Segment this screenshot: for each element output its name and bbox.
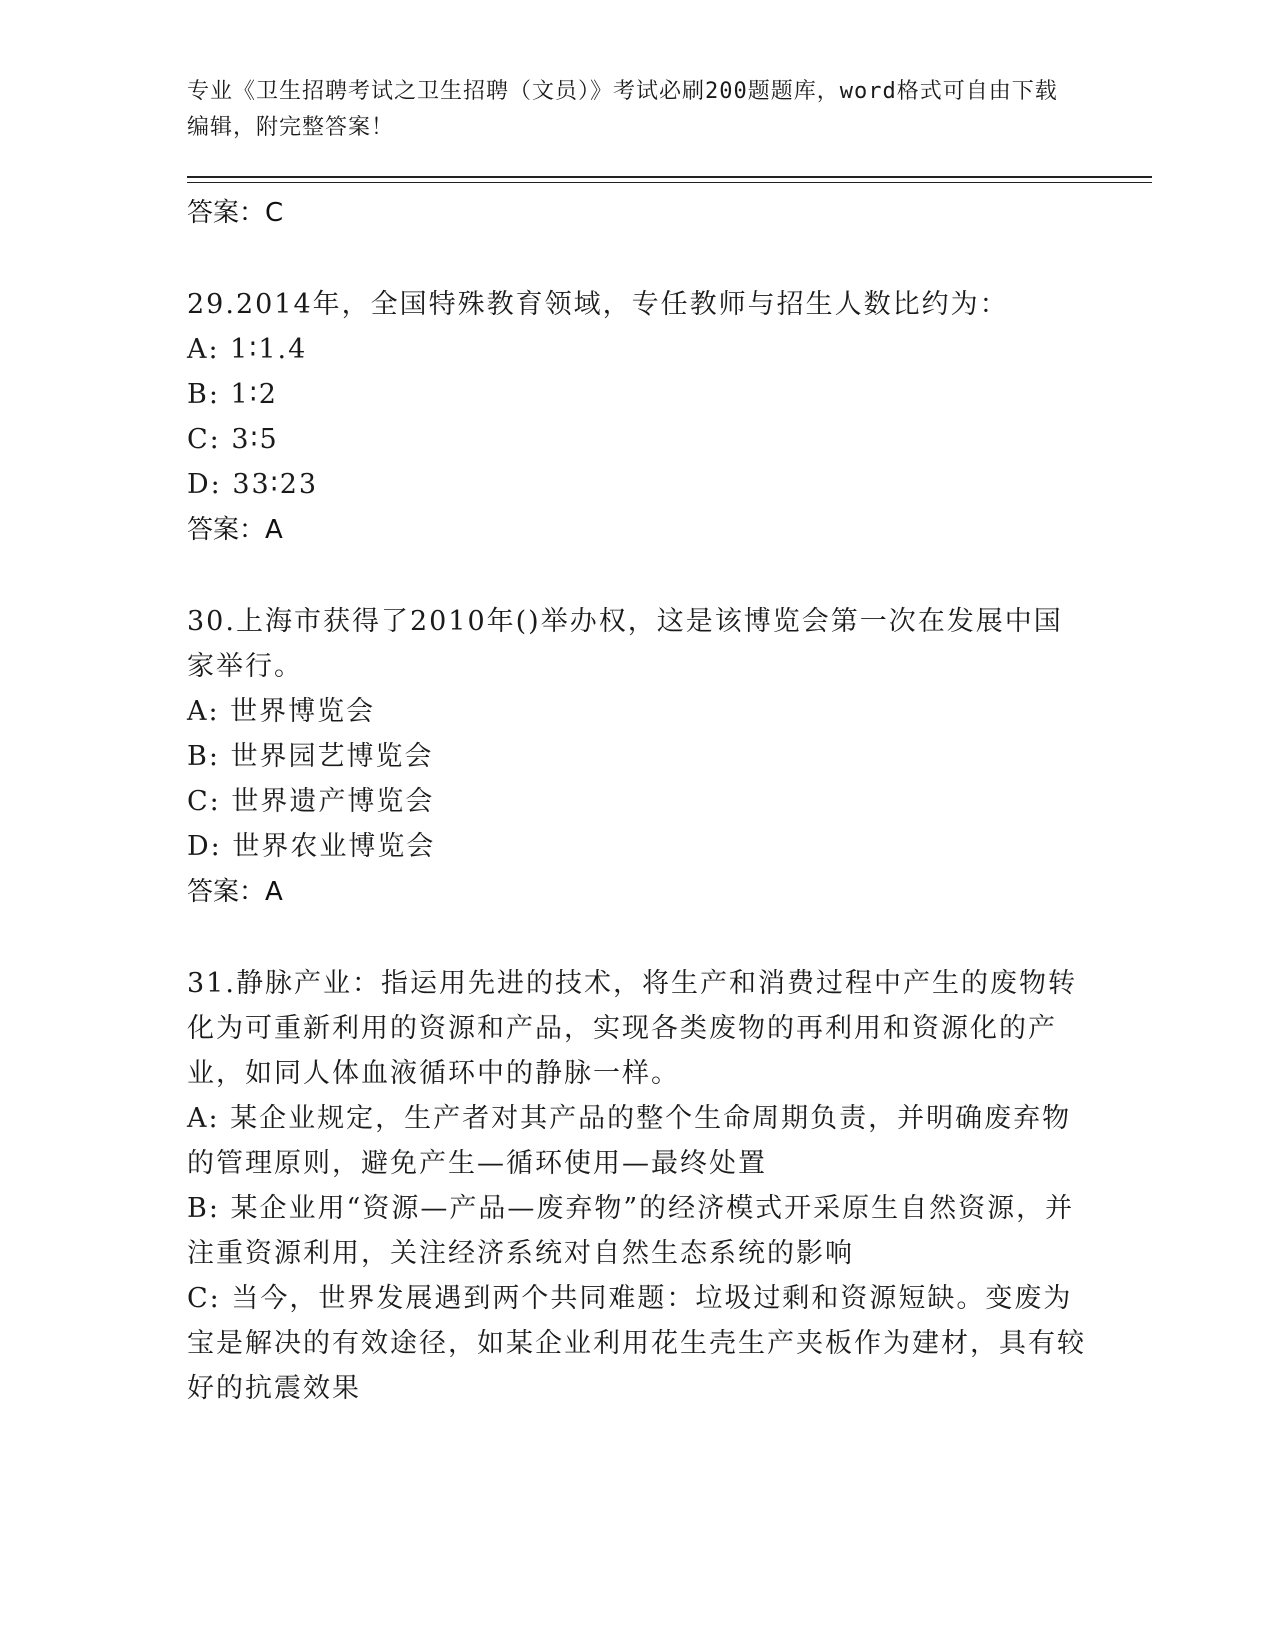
- answer-q30: 答案：A: [187, 877, 283, 907]
- option-b: B: 1∶2: [187, 379, 278, 410]
- option-d: D: 世界农业博览会: [187, 831, 436, 862]
- option-c: C: 世界遗产博览会: [187, 786, 435, 817]
- option-a: A: 某企业规定，生产者对其产品的整个生命周期负责，并明确废弃物的管理原则，避免产生—循环使用—最终处置: [187, 1103, 1072, 1179]
- question-text: 30.上海市获得了2010年()举办权，这是该博览会第一次在发展中国家举行。: [187, 606, 1063, 682]
- question-text: 29.2014年，全国特殊教育领域，专任教师与招生人数比约为：: [187, 289, 1009, 320]
- spacer: [187, 553, 1087, 599]
- option-a: A: 世界博览会: [187, 696, 376, 727]
- question-29: [187, 282, 1087, 553]
- header-rule-bottom: [187, 182, 1152, 183]
- question-30: [187, 599, 1087, 915]
- answer-q29: 答案：A: [187, 515, 283, 545]
- answer-q28: 答案：C: [187, 198, 284, 228]
- option-c: C: 3∶5: [187, 424, 279, 455]
- spacer: [187, 915, 1087, 961]
- spacer: [187, 236, 1087, 282]
- question-31: [187, 961, 1087, 1411]
- option-b: B: 某企业用“资源—产品—废弃物”的经济模式开采原生自然资源，并注重资源利用，关注经济系统对自然生态系统的影响: [187, 1193, 1075, 1269]
- option-a: A: 1∶1.4: [187, 334, 308, 365]
- document-content: [187, 190, 1087, 1411]
- option-b: B: 世界园艺博览会: [187, 741, 434, 772]
- question-text: 31.静脉产业：指运用先进的技术，将生产和消费过程中产生的废物转化为可重新利用的资源和产品，实现各类废物的再利用和资源化的产业，如同人体血液循环中的静脉一样。: [187, 968, 1077, 1089]
- option-d: D: 33∶23: [187, 469, 319, 500]
- header-note: 专业《卫生招聘考试之卫生招聘（文员）》考试必刷200题题库，word格式可自由下载编辑，附完整答案！: [187, 79, 1058, 140]
- header-rule-top: [187, 176, 1152, 178]
- option-c: C: 当今，世界发展遇到两个共同难题：垃圾过剩和资源短缺。变废为宝是解决的有效途径，如某企业利用花生壳生产夹板作为建材，具有较好的抗震效果: [187, 1283, 1086, 1404]
